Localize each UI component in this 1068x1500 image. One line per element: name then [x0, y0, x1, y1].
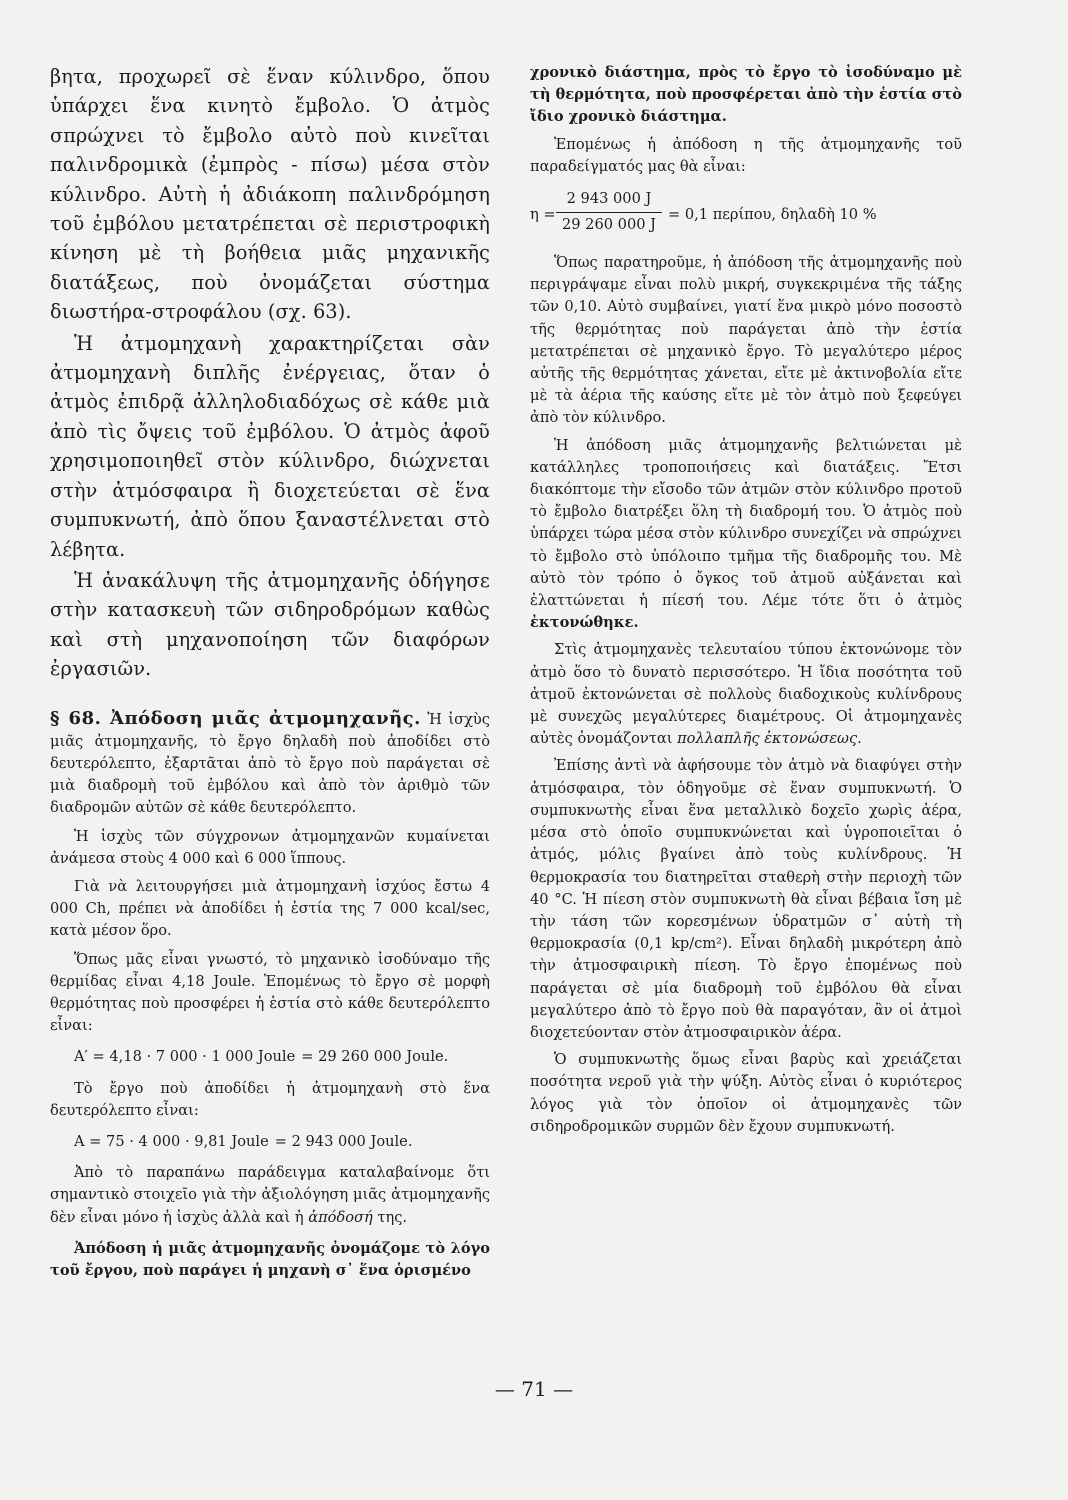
section-68 — [50, 708, 490, 820]
p4-bold: ἐκτονώθηκε. — [530, 614, 639, 632]
page-number: — 71 — — [494, 1377, 574, 1401]
equation-1-lhs: A′ = 4,18 · 7 000 · 1 000 Joule — [74, 1048, 296, 1066]
efficiency-definition: Ἀπόδοση ἡ μιᾶς ἀτμομηχανῆς ὀνομάζομε τὸ λόγο τοῦ ἔργου, ποὺ παράγει ἡ μηχανὴ σ᾽ ἕνα ὁρισμένο — [50, 1239, 490, 1279]
left-paragraph-1: βητα, προχωρεῖ σὲ ἕναν κύλινδρο, ὅπου ὑπάρχει ἕνα κινητὸ ἔμβολο. Ὁ ἀτμὸς σπρώχνει τὸ ἔμβολο αὐτὸ ποὺ κινεῖται παλινδρομικὰ (ἐμπρὸς - πίσω) μέσα στὸν κύλινδρο. Αὐτὴ ἡ ἀδιάκοπη παλινδρόμηση τοῦ ἐμβόλου μετατρέπεται σὲ περιστροφικὴ κίνηση μὲ τὴ βοήθεια μιᾶς μηχανικῆς διατάξεως, ποὺ ὀνομάζεται σύστημα διωστήρα-στροφάλου (σχ. 63). — [50, 65, 490, 324]
right-column — [530, 62, 962, 1138]
fraction-bar — [556, 212, 662, 213]
left-paragraph-2: Ἡ ἀτμομηχανὴ χαρακτηρίζεται σὰν ἀτμομηχανὴ διπλῆς ἐνέργειας, ὅταν ὁ ἀτμὸς ἐπιδρᾷ ἀλληλοδιαδόχως σὲ κάθε μιὰ ἀπὸ τὶς ὄψεις τοῦ ἐμβόλου. Ὁ ἀτμὸς ἀφοῦ χρησιμοποιηθεῖ στὸν κύλινδρο, διώχνεται στὴν ἀτμόσφαιρα ἢ διοχετεύεται σὲ ἕνα συμπυκνωτή, ἀπὸ ὅπου ξαναστέλνεται στὸ λέβητα. — [50, 331, 490, 561]
right-paragraph-3: Ὅπως παρατηροῦμε, ἡ ἀπόδοση τῆς ἀτμομηχανῆς ποὺ περιγράψαμε εἶναι πολὺ μικρή, συγκεκριμένα τῆς τάξης τῶν 0,10. Αὐτὸ συμβαίνει, γιατί ἕνα μικρὸ μόνο ποσοστὸ τῆς θερμότητας ποὺ παράγεται ἀπὸ τὴν ἑστία μετατρέπεται σὲ μηχανικὸ ἔργο. Τὸ μεγαλύτερο μέρος αὐτῆς τῆς θερμότητας χάνεται, εἴτε μὲ ἀκτινοβολία εἴτε μὲ τὰ ἀέρια τῆς καύσης εἴτε μὲ τὸν ἀτμὸ ποὺ ξεφεύγει ἀπὸ τὸν κύλινδρο. — [530, 254, 962, 427]
left-column — [50, 62, 490, 1282]
p4-start: Ἡ ἀπόδοση μιᾶς ἀτμομηχανῆς βελτιώνεται μὲ κατάλληλες τροποποιήσεις καὶ διατάξεις. Ἔτσι διακόπτομε τὴν εἴσοδο τῶν ἀτμῶν στὸν κύλινδρο προτοῦ τὸ ἔμβολο διατρέξει ὅλη τὴ διαδρομή του. Ὁ ἀτμὸς ποὺ ὑπάρχει τώρα μέσα στὸν κύλινδρο συνεχίζει νὰ σπρώχνει τὸ ἔμβολο στὸ ὑπόλοιπο τμῆμα τῆς διαδρομῆς του. Μὲ αὐτὸ τὸν τρόπο ὁ ὄγκος τοῦ ἀτμοῦ αὐξάνεται καὶ ἐλαττώνεται ἡ πίεσή του. Λέμε τότε ὅτι ὁ ἀτμὸς — [530, 436, 962, 610]
left-paragraph-3: Ἡ ἀνακάλυψη τῆς ἀτμομηχανῆς ὁδήγησε στὴν κατασκευὴ τῶν σιδηροδρόμων καθὼς καὶ στὴ μηχανοποίηση τῶν διαφόρων ἐργασιῶν. — [50, 568, 490, 681]
left-paragraph-8: Τὸ ἔργο ποὺ ἀποδίδει ἡ ἀτμομηχανὴ στὸ ἕνα δευτερόλεπτο εἶναι: — [50, 1079, 490, 1119]
right-paragraph-1: χρονικὸ διάστημα, πρὸς τὸ ἔργο τὸ ἰσοδύναμο μὲ τὴ θερμότητα, ποὺ προσφέρεται ἀπὸ τὴν ἑστία στὸ ἴδιο χρονικὸ διάστημα. — [530, 64, 962, 126]
right-paragraph-2: Ἑπομένως ἡ ἀπόδοση η τῆς ἀτμομηχανῆς τοῦ παραδείγματός μας θὰ εἶναι: — [530, 135, 962, 175]
right-paragraph-5 — [530, 639, 962, 750]
p9-start: Ἀπὸ τὸ παραπάνω παράδειγμα καταλαβαίνομε ὅτι σημαντικὸ στοιχεῖο γιὰ τὴν ἀξιολόγηση μιᾶς ἀτμομηχανῆς δὲν εἶναι μόνο ἡ ἰσχὺς ἀλλὰ καὶ ἡ — [50, 1164, 490, 1226]
left-paragraph-6: Γιὰ νὰ λειτουργήσει μιὰ ἀτμομηχανὴ ἰσχύος ἔστω 4 000 Ch, πρέπει νὰ ἀποδίδει ἡ ἑστία της 7 000 kcal/sec, κατὰ μέσον ὅρο. — [50, 877, 490, 940]
equation-work-heat — [50, 1046, 490, 1068]
section-text: Ἡ ἰσχὺς μιᾶς ἀτμομηχανῆς, τὸ ἔργο δηλαδὴ ποὺ ἀποδίδει στὸ δευτερόλεπτο, ἐξαρτᾶται ἀπὸ τὸ ἔργο ποὺ παράγεται σὲ μιὰ διαδρομὴ τοῦ ἐμβόλου καὶ ἀπὸ τὸν ἀριθμὸ τῶν διαδρομῶν αὐτῶν σὲ κάθε δευτερόλεπτο. — [50, 710, 490, 817]
equation-2-rhs: = 2 943 000 Joule. — [274, 1132, 413, 1150]
formula-denominator: 29 260 000 J — [561, 216, 657, 234]
section-title: Ἀπόδοση μιᾶς ἀτμομηχανῆς. — [110, 707, 421, 729]
formula-result: = 0,1 περίπου, δηλαδὴ 10 % — [668, 206, 877, 224]
section-number: § 68. — [50, 707, 111, 729]
formula-eta: η = — [530, 206, 556, 224]
left-paragraph-9 — [50, 1162, 490, 1229]
p5-italic: πολλαπλῆς ἐκτονώσεως. — [677, 730, 862, 748]
equation-2-lhs: A = 75 · 4 000 · 9,81 Joule — [74, 1132, 269, 1150]
p9-italic: ἀπόδοσή — [308, 1208, 373, 1226]
formula-numerator: 2 943 000 J — [566, 190, 652, 208]
left-paragraph-7: Ὅπως μᾶς εἶναι γνωστό, τὸ μηχανικὸ ἰσοδύναμο τῆς θερμίδας εἶναι 4,18 Joule. Ἑπομένως τὸ ἔργο σὲ μορφὴ θερμότητας ποὺ προσφέρει ἡ ἑστία στὸ κάθε δευτερόλεπτο εἶναι: — [50, 950, 490, 1035]
right-paragraph-4 — [530, 435, 962, 635]
p9-end: της. — [372, 1208, 408, 1226]
right-paragraph-7: Ὁ συμπυκνωτὴς ὅμως εἶναι βαρὺς καὶ χρειάζεται ποσότητα νεροῦ γιὰ τὴν ψύξη. Αὐτὸς εἶναι ὁ κυριότερος λόγος γιὰ τὸν ὁποῖον οἱ ἀτμομηχανὲς τῶν σιδηροδρομικῶν συρμῶν δὲν ἔχουν συμπυκνωτή. — [530, 1051, 962, 1135]
left-paragraph-5: Ἡ ἰσχὺς τῶν σύγχρονων ἀτμομηχανῶν κυμαίνεται ἀνάμεσα στοὺς 4 000 καὶ 6 000 ἵππους. — [50, 827, 490, 867]
right-paragraph-6: Ἐπίσης ἀντὶ νὰ ἀφήσουμε τὸν ἀτμὸ νὰ διαφύγει στὴν ἀτμόσφαιρα, τὸν ὁδηγοῦμε σὲ ἕναν συμπυκνωτή. Ὁ συμπυκνωτὴς εἶναι ἕνα μεταλλικὸ δοχεῖο χωρὶς ἀέρα, μέσα στὸ ὁποῖο συμπυκνώνεται καὶ ὑγροποιεῖται ὁ ἀτμός, μόλις βγαίνει ἀπὸ τοὺς κυλίνδρους. Ἡ θερμοκρασία του διατηρεῖται σταθερὴ στὴν περιοχὴ τῶν 40 °C. Ἡ πίεση στὸν συμπυκνωτὴ θὰ εἶναι βέβαια ἴση μὲ τὴν τάση τῶν κορεσμένων ὑδρατμῶν σ᾽ αὐτὴ τὴ θερμοκρασία (0,1 kp/cm²). Εἶναι δηλαδὴ μικρότερη ἀπὸ τὴν ἀτμοσφαιρικὴ πίεση. Τὸ ἔργο ἑπομένως ποὺ παράγεται σὲ μία διαδρομὴ τοῦ ἐμβόλου θὰ εἶναι μεγαλύτερο ἀπὸ τὸ ἔργο ποὺ θὰ παραγόταν, ἂν οἱ ἀτμοὶ διοχετεύονταν στὸν ἀτμοσφαιρικὸν ἀέρα. — [530, 757, 962, 1041]
equation-1-rhs: = 29 260 000 Joule. — [301, 1048, 449, 1066]
efficiency-formula — [530, 188, 962, 244]
p5-start: Στὶς ἀτμομηχανὲς τελευταίου τύπου ἐκτονώνομε τὸν ἀτμὸ ὅσο τὸ δυνατὸ περισσότερο. Ἡ ἴδια ποσότητα τοῦ ἀτμοῦ ἐκτονώνεται σὲ πολλοὺς διαδοχικοὺς κυλίνδρους μὲ συνεχῶς μεγαλύτερες διαμέτρους. Οἱ ἀτμομηχανὲς αὐτὲς ὀνομάζονται — [530, 641, 962, 748]
equation-work-engine — [50, 1131, 490, 1153]
